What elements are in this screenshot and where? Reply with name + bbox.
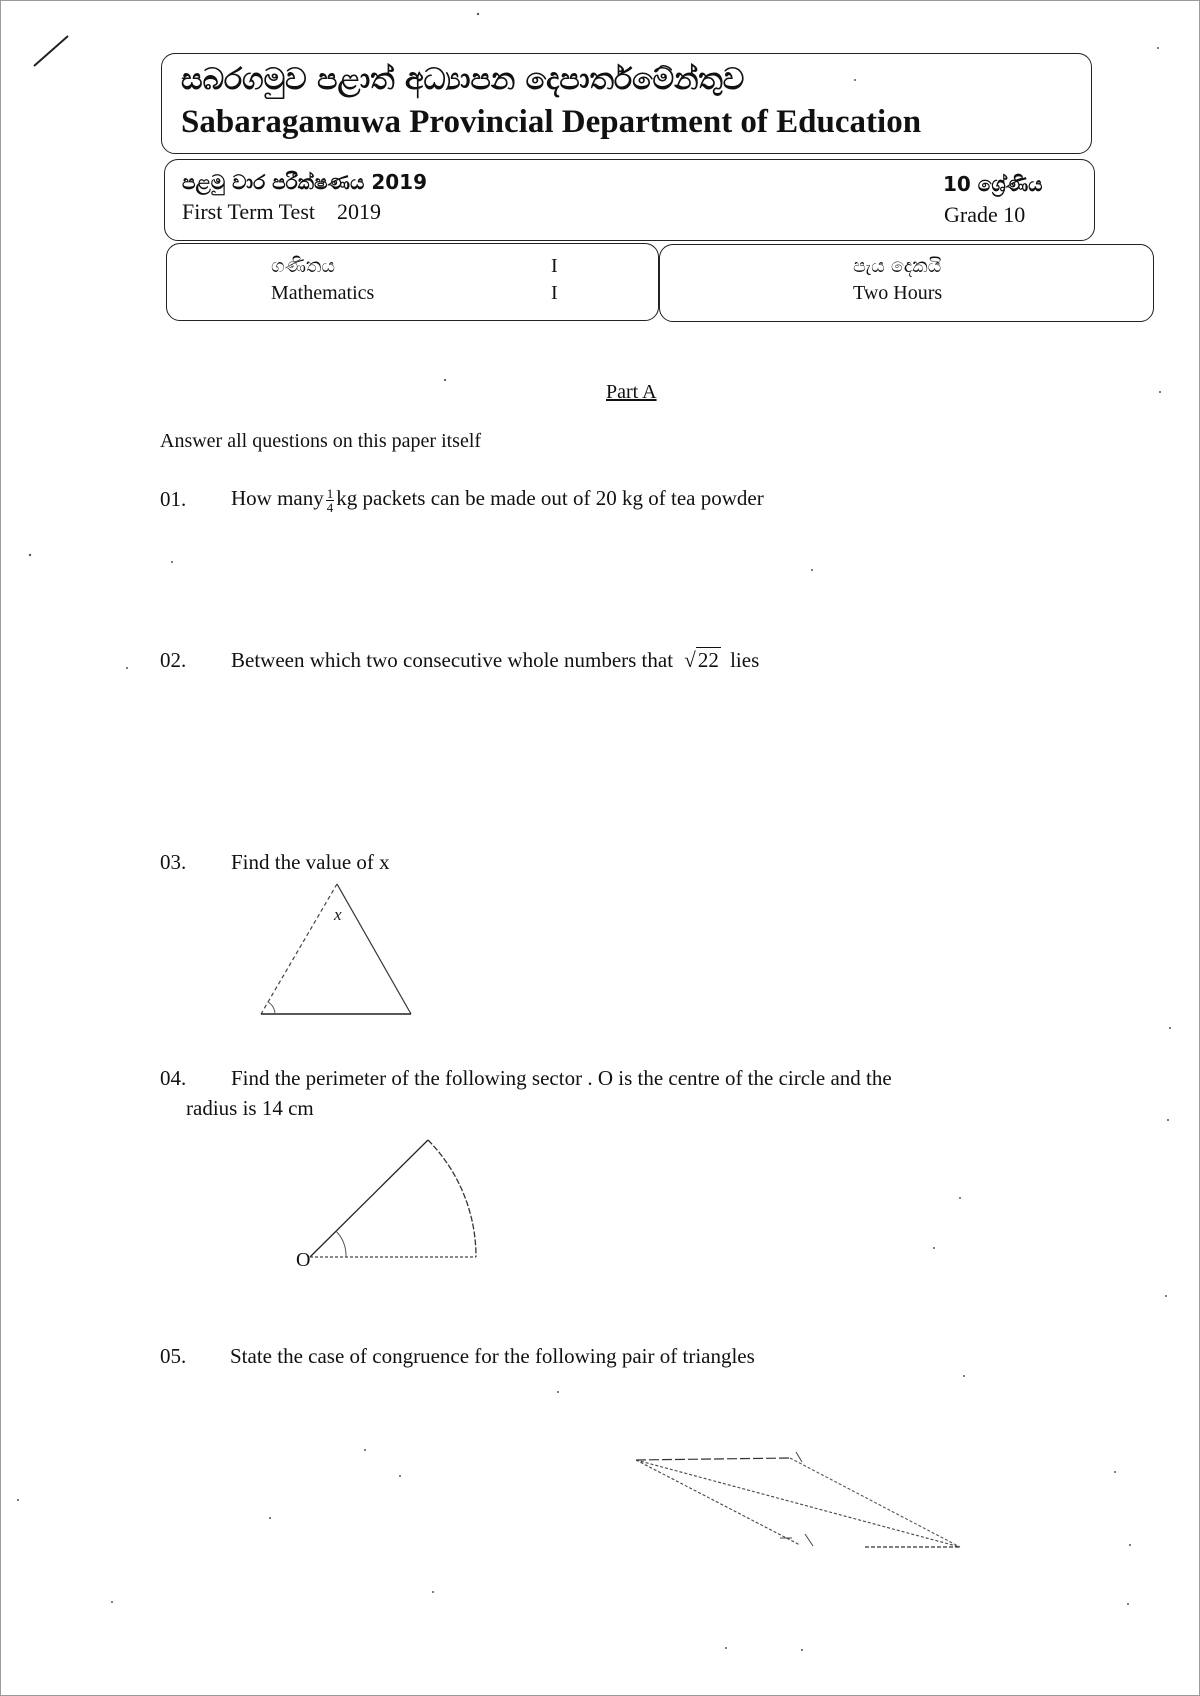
question-4-text-line2: radius is 14 cm (186, 1096, 314, 1120)
duration-sinhala: පැය දෙකයි (853, 255, 942, 277)
question-3-text: Find the value of x (231, 850, 390, 874)
grade-english: Grade 10 (944, 202, 1026, 227)
test-name-english: First Term Test 2019 (182, 199, 381, 224)
grade-sinhala: 10 ශ්‍රේණිය (943, 172, 1043, 196)
instruction: Answer all questions on this paper itself (160, 430, 482, 452)
department-name-english: Sabaragamuwa Provincial Department of Education (181, 104, 922, 140)
radicand: 22 (697, 648, 719, 672)
fraction-numerator: 1 (326, 485, 334, 501)
section-title: Part A (606, 381, 657, 403)
duration-english: Two Hours (853, 282, 943, 304)
paper-number-english: I (551, 282, 558, 304)
subject-sinhala: ගණිතය (271, 255, 336, 277)
question-3-number: 03. (160, 850, 187, 874)
fraction-denominator: 4 (326, 499, 334, 515)
question-1-text-before: How many (231, 486, 324, 510)
triangle-angle-label: x (334, 905, 342, 924)
question-1-number: 01. (160, 487, 187, 511)
subject-english: Mathematics (271, 282, 375, 304)
department-name-sinhala: සබරගමුව පළාත් අධ්‍යාපන දෙපාර්තමේන්තුව (181, 62, 745, 97)
sector-centre-label: O (296, 1249, 311, 1270)
question-2-number: 02. (160, 648, 187, 672)
question-1-text-after: kg packets can be made out of 20 kg of tea powder (336, 486, 764, 510)
question-4-number: 04. (160, 1066, 187, 1090)
question-5-number: 05. (160, 1344, 187, 1368)
question-2-text-before: Between which two consecutive whole numbers that (231, 648, 674, 672)
square-root-symbol: √ (684, 648, 696, 672)
question-2-text-after: lies (730, 648, 760, 672)
test-name-sinhala: පළමු වාර පරීක්ෂණය 2019 (182, 170, 428, 194)
question-5-text: State the case of congruence for the following pair of triangles (230, 1344, 755, 1368)
paper-number-sinhala: I (551, 255, 558, 277)
question-4-text-line1: Find the perimeter of the following sector . O is the centre of the circle and the (231, 1066, 892, 1090)
